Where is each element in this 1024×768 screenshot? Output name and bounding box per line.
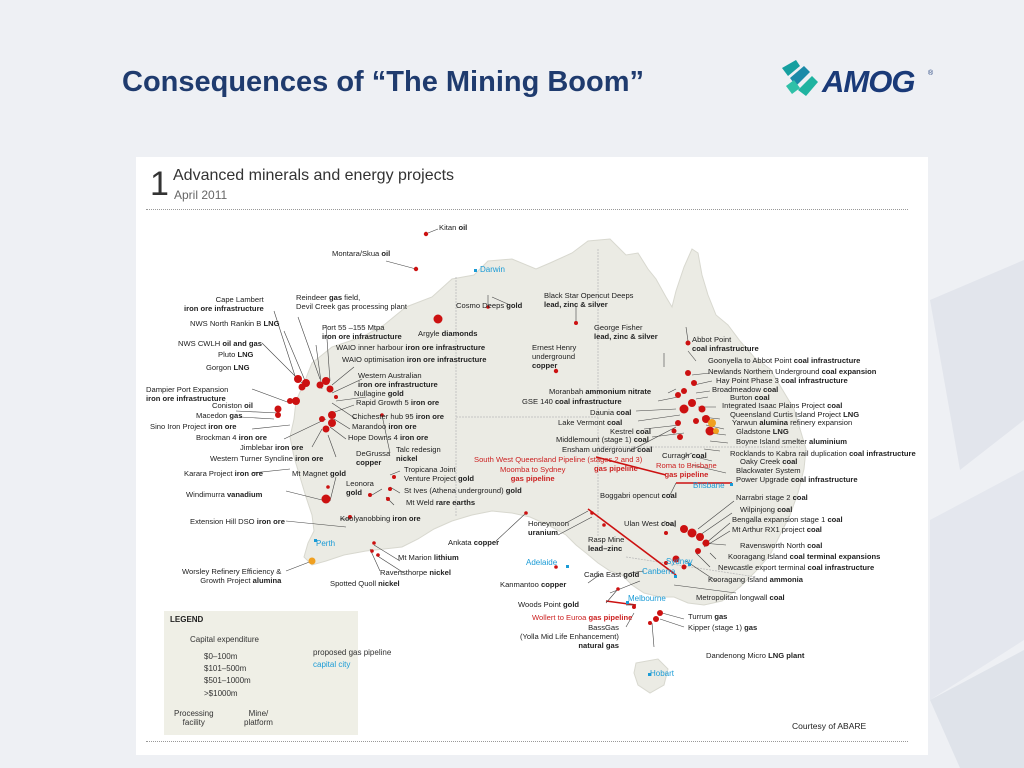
dot-pilbara-15 — [334, 395, 338, 399]
label-chichester: Chichester hub 95 iron ore — [352, 412, 445, 421]
dot-spotted-quoll — [376, 553, 380, 557]
logo-wordmark: AMOG — [822, 64, 915, 99]
label-newcastle-export: Newcastle export terminal coal infrastructure — [718, 563, 875, 572]
courtesy-credit: Courtesy of ABARE — [792, 721, 867, 731]
dot-pilbara-14 — [319, 416, 325, 422]
dot-mt-weld — [386, 497, 390, 501]
marker-brisbane — [730, 483, 733, 486]
dot-pilbara-9 — [275, 412, 281, 418]
dot-pilbara-5 — [322, 377, 330, 385]
dot-ankata — [524, 511, 528, 515]
label-swq-pipeline: South West Queensland Pipeline (stages 2 and 3) — [474, 455, 643, 464]
label-rapid-growth: Rapid Growth 5 iron ore — [356, 398, 440, 407]
legend-pipeline-label: proposed gas pipeline — [313, 648, 392, 657]
label-cape-lambert: Cape Lambert iron ore infrastructure — [184, 295, 264, 313]
label-montara: Montara/Skua oil — [332, 249, 391, 258]
dot-pilbara-3 — [299, 384, 306, 391]
dot-tropicana — [392, 475, 396, 479]
label-waio-inner: WAIO inner harbour iron ore infrastructure — [336, 343, 486, 352]
dot-black-star — [574, 321, 578, 325]
label-ernest-henry: Ernest Henry underground copper — [532, 343, 577, 370]
dot-nsw-2 — [688, 529, 697, 538]
figure-bottom-rule — [146, 741, 908, 742]
dot-qld-13 — [677, 434, 683, 440]
figure-subtitle: April 2011 — [174, 188, 228, 202]
label-ensham: Ensham underground coal — [562, 445, 653, 454]
dot-vic-3 — [648, 621, 652, 625]
dot-pilbara-12 — [328, 419, 336, 427]
dot-qld-10 — [693, 418, 699, 424]
label-qcl: Queensland Curtis Island Project LNG — [730, 410, 860, 419]
marker-darwin — [474, 269, 477, 272]
capital-brisbane: Brisbane — [693, 481, 725, 490]
legend-range-4: >$1000m — [204, 689, 238, 698]
legend-mine-label: Mine/ platform — [244, 709, 273, 727]
dot-qld-2 — [685, 370, 691, 376]
label-honeymoon: Honeymoon uranium — [528, 519, 569, 537]
label-reindeer: Reindeer gas field, Devil Creek gas processing plant — [296, 293, 408, 311]
capital-canberra: Canberra — [642, 567, 676, 576]
label-sino-iron: Sino Iron Project iron ore — [150, 422, 237, 431]
dot-nsw-8 — [664, 531, 668, 535]
label-nws-rankin: NWS North Rankin B LNG — [190, 319, 280, 328]
dot-st-ives — [388, 487, 392, 491]
label-western-turner: Western Turner Syncline iron ore — [210, 454, 324, 463]
label-middlemount: Middlemount (stage 1) coal — [556, 435, 649, 444]
dot-nsw-4 — [703, 540, 710, 547]
label-leonora: Leonora gold — [346, 479, 374, 497]
label-kitan: Kitan oil — [439, 223, 468, 232]
capital-sydney: Sydney — [666, 557, 693, 566]
marker-adelaide — [566, 565, 569, 568]
dot-qld-processing-1 — [708, 419, 716, 427]
dot-mt-magnet — [326, 485, 330, 489]
figure-number: 1 — [150, 165, 169, 203]
label-abbot-point: Abbot Point coal infrastructure — [692, 335, 759, 353]
dot-argyle — [434, 315, 443, 324]
label-kanmantoo: Kanmantoo copper — [500, 580, 567, 589]
label-nws-cwlh: NWS CWLH oil and gas — [178, 339, 262, 348]
label-oaky: Oaky Creek coal — [740, 457, 798, 466]
dot-qld-14 — [672, 429, 677, 434]
label-kipper: Kipper (stage 1) gas — [688, 623, 758, 632]
label-goonyella: Goonyella to Abbot Point coal infrastructure — [708, 356, 861, 365]
label-swq-pipeline-type: gas pipeline — [594, 464, 638, 473]
label-argyle: Argyle diamonds — [418, 329, 478, 338]
label-jimblebar: Jimblebar iron ore — [240, 443, 304, 452]
label-isaac: Integrated Isaac Plains Project coal — [722, 401, 843, 410]
label-ravensthorpe: Ravensthorpe nickel — [380, 568, 451, 577]
label-newlands: Newlands Northern Underground coal expansion — [708, 367, 877, 376]
label-talc: Talc redesign nickel — [396, 445, 441, 463]
label-nullagine: Nullagine gold — [354, 389, 404, 398]
label-wilpinjong: Wilpinjong coal — [740, 505, 793, 514]
label-george-fisher: George Fisher lead, zinc & silver — [594, 323, 658, 341]
label-narrabri: Narrabri stage 2 coal — [736, 493, 808, 502]
label-tropicana: Tropicana Joint Venture Project gold — [404, 465, 475, 483]
dot-qld-1 — [686, 341, 691, 346]
label-dandenong: Dandenong Micro LNG plant — [706, 651, 805, 660]
capital-adelaide: Adelaide — [526, 558, 558, 567]
legend-capital-label: capital city — [313, 660, 351, 669]
label-mt-arthur: Mt Arthur RX1 project coal — [732, 525, 822, 534]
label-cosmo: Cosmo Deeps gold — [456, 301, 523, 310]
dot-nsw-1 — [680, 525, 688, 533]
label-gorgon: Gorgon LNG — [206, 363, 250, 372]
label-kooragang-am: Kooragang Island ammonia — [708, 575, 803, 584]
label-gladstone: Gladstone LNG — [736, 427, 789, 436]
logo-registered-mark: ® — [928, 70, 934, 77]
label-port55: Port 55 –155 Mtpa iron ore infrastructure — [322, 323, 402, 341]
label-dampier: Dampier Port Expansion iron ore infrastructure — [146, 385, 229, 403]
label-gse140: GSE 140 coal infrastructure — [522, 397, 622, 406]
label-worsley: Worsley Refinery Efficiency & Growth Project alumina — [182, 567, 282, 585]
label-lake-vermont: Lake Vermont coal — [558, 418, 623, 427]
label-power-upgrade: Power Upgrade coal infrastructure — [736, 475, 858, 484]
dot-pilbara-13 — [323, 426, 330, 433]
dot-ravensthorpe — [370, 549, 374, 553]
label-mt-magnet: Mt Magnet gold — [292, 469, 347, 478]
label-macedon: Macedon gas — [196, 411, 243, 420]
legend-processing-label: Processing facility — [174, 709, 214, 727]
dot-worsley — [309, 558, 316, 565]
label-extension-hill: Extension Hill DSO iron ore — [190, 517, 285, 526]
label-cadia: Cadia East gold — [584, 570, 640, 579]
label-bassgas: BassGas (Yolla Mid Life Enhancement) natural gas — [520, 623, 619, 650]
legend-range-1: $0–100m — [204, 652, 238, 661]
dot-qld-processing-2 — [713, 428, 719, 434]
label-koolyanobbing: Koolyanobbing iron ore — [340, 514, 421, 523]
label-degrussa: DeGrussa copper — [356, 449, 391, 467]
dot-honeymoon — [590, 511, 594, 515]
dot-karara — [322, 495, 331, 504]
capital-hobart: Hobart — [650, 669, 675, 678]
label-daunia: Daunia coal — [590, 408, 632, 417]
label-blackwater: Blackwater System — [736, 466, 801, 475]
label-bengalla: Bengalla expansion stage 1 coal — [732, 515, 843, 524]
legend-capex-label: Capital expenditure — [190, 635, 259, 644]
dot-qld-8 — [699, 406, 706, 413]
label-woods-point: Woods Point gold — [518, 600, 580, 609]
label-rasp: Rasp Mine lead–zinc — [588, 535, 625, 553]
dot-pilbara-6 — [327, 386, 334, 393]
label-moomba: Moomba to Sydney gas pipeline — [500, 465, 566, 483]
dot-montara — [414, 267, 418, 271]
label-ulan: Ulan West coal — [624, 519, 677, 528]
label-coniston: Coniston oil — [212, 401, 253, 410]
label-western-aus: Western Australian iron ore infrastructure — [358, 371, 438, 389]
dot-woods-point — [616, 587, 620, 591]
label-moranbah: Moranbah ammonium nitrate — [549, 387, 652, 396]
dot-vic-2 — [653, 616, 659, 622]
dot-qld-11 — [675, 420, 681, 426]
label-hope-downs: Hope Downs 4 iron ore — [348, 433, 429, 442]
dot-pilbara-10 — [292, 397, 300, 405]
label-kooragang-ct: Kooragang Island coal terminal expansions — [728, 552, 881, 561]
label-waio-opt: WAIO optimisation iron ore infrastructure — [342, 355, 487, 364]
label-mt-marion: Mt Marion lithium — [398, 553, 459, 562]
label-curragh: Curragh coal — [662, 451, 707, 460]
label-yarwun: Yarwun alumina refinery expansion — [732, 418, 853, 427]
label-wollert: Wollert to Euroa gas pipeline — [532, 613, 633, 622]
label-black-star: Black Star Opencut Deeps lead, zinc & silver — [544, 291, 634, 309]
map-figure — [136, 157, 928, 755]
dot-rasp — [602, 523, 606, 527]
label-boggabri: Boggabri opencut coal — [600, 491, 677, 500]
dot-nsw-5 — [695, 548, 701, 554]
dot-mt-marion — [372, 541, 376, 545]
label-mt-weld: Mt Weld rare earths — [406, 498, 476, 507]
slide-title: Consequences of “The Mining Boom” — [122, 66, 645, 98]
label-spotted-quoll: Spotted Quoll nickel — [330, 579, 400, 588]
label-broadmeadow: Broadmeadow coal — [712, 385, 779, 394]
label-ravensworth: Ravensworth North coal — [740, 541, 823, 550]
dot-pilbara-8 — [275, 406, 282, 413]
label-rocklands: Rocklands to Kabra rail duplication coal infrastructure — [730, 449, 916, 458]
label-kestrel: Kestrel coal — [610, 427, 651, 436]
legend-range-3: $501–1000m — [204, 676, 251, 685]
dot-bassgas — [632, 605, 636, 609]
label-marandoo: Marandoo iron ore — [352, 422, 417, 431]
label-turrum: Turrum gas — [688, 612, 728, 621]
label-karara: Karara Project iron ore — [184, 469, 263, 478]
label-windimurra: Windimurra vanadium — [186, 490, 263, 499]
dot-qld-3 — [691, 380, 697, 386]
label-ankata: Ankata copper — [448, 538, 500, 547]
figure-title: Advanced minerals and energy projects — [173, 167, 455, 184]
legend-title: LEGEND — [170, 615, 204, 624]
dot-pilbara-11 — [328, 411, 336, 419]
label-pluto: Pluto LNG — [218, 350, 254, 359]
legend-range-2: $101–500m — [204, 664, 247, 673]
label-st-ives: St Ives (Athena underground) gold — [404, 486, 522, 495]
dot-qld-5 — [675, 392, 681, 398]
dot-qld-6 — [688, 399, 696, 407]
dot-pilbara-1 — [294, 375, 302, 383]
dot-nsw-3 — [696, 533, 704, 541]
label-brockman: Brockman 4 iron ore — [196, 433, 267, 442]
label-hay-point: Hay Point Phase 3 coal infrastructure — [716, 376, 848, 385]
dot-qld-4 — [681, 388, 687, 394]
label-burton: Burton coal — [730, 393, 770, 402]
label-boyne: Boyne Island smelter aluminium — [736, 437, 848, 446]
capital-darwin: Darwin — [480, 265, 505, 274]
label-metropolitan: Metropolitan longwall coal — [696, 593, 785, 602]
dot-vic-1 — [657, 610, 663, 616]
label-roma: Roma to Brisbane gas pipeline — [656, 461, 717, 479]
dot-kitan — [424, 232, 428, 236]
capital-perth: Perth — [316, 539, 336, 548]
dot-qld-7 — [680, 405, 689, 414]
capital-melbourne: Melbourne — [628, 594, 666, 603]
